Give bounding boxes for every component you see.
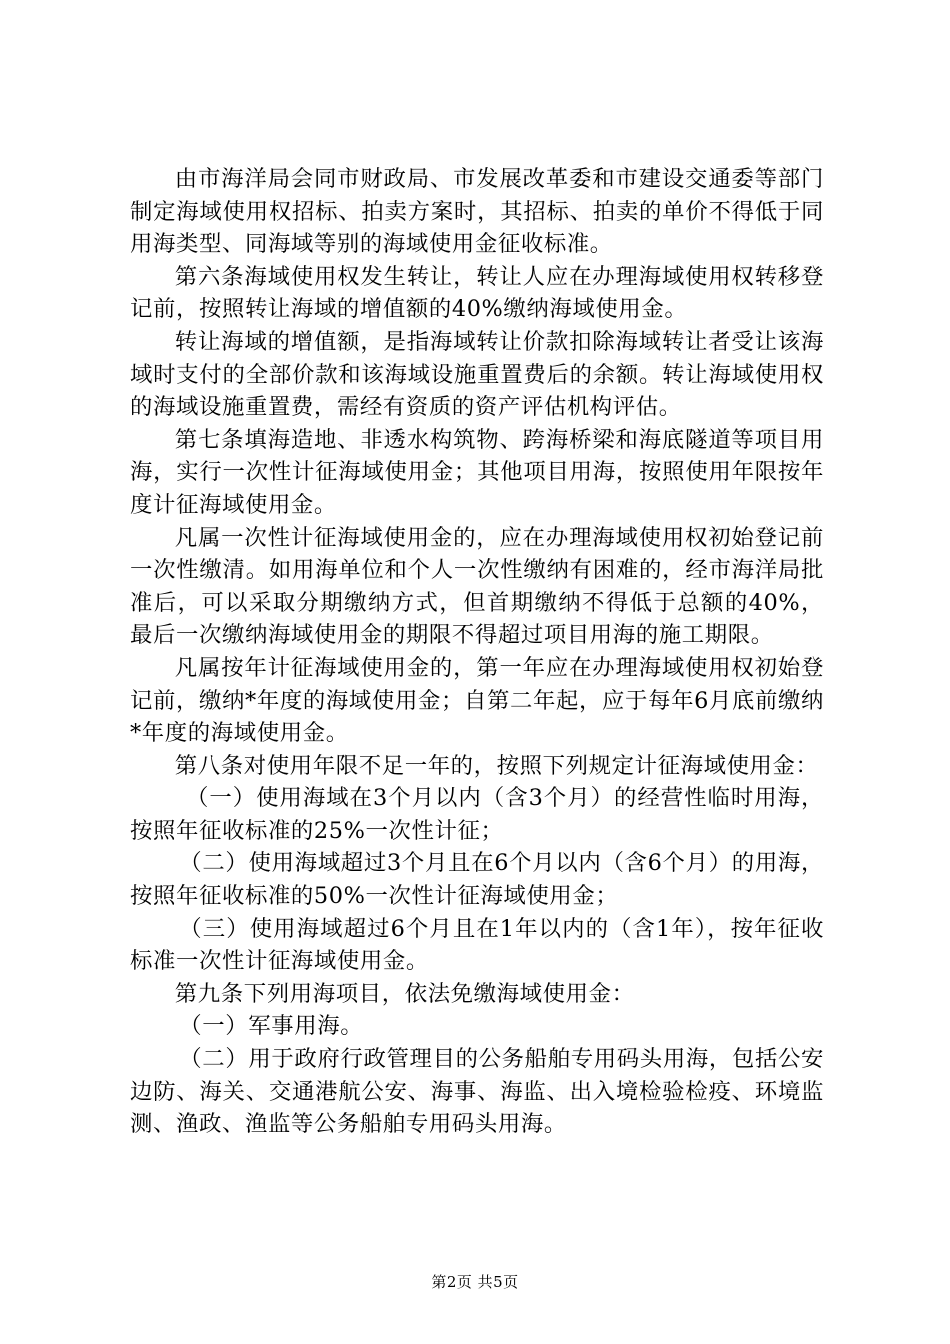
page-footer: 第2页 共5页 [431,1273,519,1291]
paragraph-article-9: 第九条下列用海项目，依法免缴海域使用金： [174,980,635,1007]
paragraph-article-8: 第八条对使用年限不足一年的，按照下列规定计征海域使用金： [174,752,819,779]
paragraph-bidding-auction: 由市海洋局会同市财政局、市发展改革委和市建设交通委等部门制定海域使用权招标、拍卖方案时，其招标、拍卖的单价不得低于同用海类型、同海域等别的海域使用金征收标准。 [130,166,824,258]
paragraph-item-3-one-year: （三）使用海域超过6个月且在1年以内的（含1年），按年征收标准一次性计征海域使用金。 [130,915,824,975]
paragraph-annual-payment: 凡属按年计征海域使用金的，第一年应在办理海域使用权初始登记前，缴纳*年度的海域使用金；自第二年起，应于每年6月底前缴纳*年度的海域使用金。 [130,654,824,747]
paragraph-item-military: （一）军事用海。 [179,1013,364,1040]
paragraph-transfer-increment: 转让海域的增值额，是指海域转让价款扣除海域转让者受让该海域时支付的全部价款和该海域设施重置费后的余额。转让海域使用权的海域设施重置费，需经有资质的资产评估机构评估。 [130,328,824,421]
paragraph-article-7: 第七条填海造地、非透水构筑物、跨海桥梁和海底隧道等项目用海，实行一次性计征海域使用金；其他项目用海，按照使用年限按年度计征海域使用金。 [130,426,824,518]
paragraph-one-time-payment: 凡属一次性计征海域使用金的，应在办理海域使用权初始登记前一次性缴清。如用海单位和个人一次性缴纳有困难的，经市海洋局批准后，可以采取分期缴纳方式，但首期缴纳不得低于总额的40%，最后一次缴纳海域使用金的期限不得超过项目用海的施工期限。 [130,524,824,649]
document-body [130,163,824,1141]
paragraph-item-1-three-months: （一）使用海域在3个月以内（含3个月）的经营性临时用海，按照年征收标准的25%一次性计征； [130,785,824,844]
paragraph-article-6: 第六条海域使用权发生转让，转让人应在办理海域使用权转移登记前，按照转让海域的增值额的40%缴纳海域使用金。 [130,263,824,323]
paragraph-item-government-wharf: （二）用于政府行政管理目的公务船舶专用码头用海，包括公安边防、海关、交通港航公安、海事、海监、出入境检验检疫、环境监测、渔政、渔监等公务船舶专用码头用海。 [130,1046,824,1138]
paragraph-item-2-six-months: （二）使用海域超过3个月且在6个月以内（含6个月）的用海，按照年征收标准的50%一次性计征海域使用金； [130,850,824,910]
